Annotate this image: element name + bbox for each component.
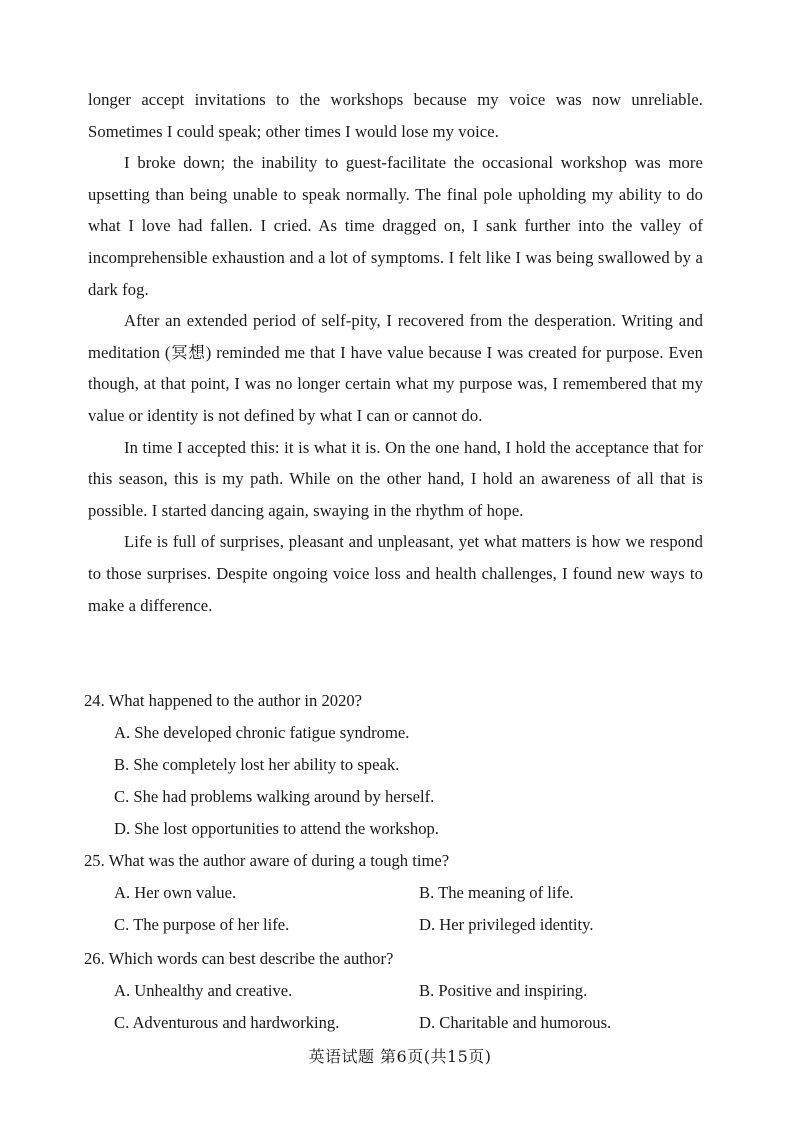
option-row: [84, 909, 724, 941]
passage-paragraph: In time I accepted this: it is what it is. On the one hand, I hold the acceptance that for this season, this is my path. While on the other hand, I hold an awareness of all that is possible. I started dancing again, swaying in the rhythm of hope.: [88, 437, 703, 520]
passage-paragraph: longer accept invitations to the workshops because my voice was now unreliable. Sometimes I could speak; other times I would lose my voice.: [88, 90, 703, 141]
question-24: [84, 685, 724, 845]
answer-option: B. Positive and inspiring.: [419, 981, 588, 1000]
passage-paragraph: Life is full of surprises, pleasant and unpleasant, yet what matters is how we respond to those surprises. Despite ongoing voice loss and health challenges, I found new ways to make a difference.: [88, 532, 703, 615]
passage-paragraph: After an extended period of self-pity, I recovered from the desperation. Writing and meditation (冥想) reminded me that I have value because I was created for purpose. Even though, at that point, I was no longer certain what my purpose was, I remembered that my value or identity is not defined by what I can or cannot do.: [88, 311, 703, 425]
option-row: [84, 1007, 724, 1039]
question-stem: 26. Which words can best describe the author?: [84, 949, 394, 968]
question-26: [84, 943, 724, 1039]
answer-option: C. She had problems walking around by herself.: [114, 787, 435, 806]
passage-paragraph: I broke down; the inability to guest-facilitate the occasional workshop was more upsetting than being unable to speak normally. The final pole upholding my ability to do what I love had fallen. I cried. As time dragged on, I sank further into the valley of incomprehensible exhaustion and a lot of symptoms. I felt like I was being swallowed by a dark fog.: [88, 153, 703, 299]
answer-option: A. Her own value.: [114, 883, 237, 902]
answer-option: D. She lost opportunities to attend the workshop.: [114, 819, 439, 838]
answer-option: B. The meaning of life.: [419, 883, 574, 902]
answer-option: D. Charitable and humorous.: [419, 1013, 612, 1032]
question-25: [84, 845, 724, 941]
question-stem: 24. What happened to the author in 2020?: [84, 691, 363, 710]
page-footer: 英语试题 第6页(共15页): [308, 1047, 492, 1066]
answer-option: B. She completely lost her ability to speak.: [114, 755, 400, 774]
option-row: [84, 877, 724, 909]
answer-option: A. Unhealthy and creative.: [114, 981, 293, 1000]
answer-option: D. Her privileged identity.: [419, 915, 594, 934]
answer-option: C. Adventurous and hardworking.: [114, 1013, 340, 1032]
answer-option: A. She developed chronic fatigue syndrome.: [114, 723, 410, 742]
answer-option: C. The purpose of her life.: [114, 915, 290, 934]
option-row: [84, 975, 724, 1007]
question-stem: 25. What was the author aware of during a tough time?: [84, 851, 450, 870]
reading-passage: [88, 84, 703, 621]
